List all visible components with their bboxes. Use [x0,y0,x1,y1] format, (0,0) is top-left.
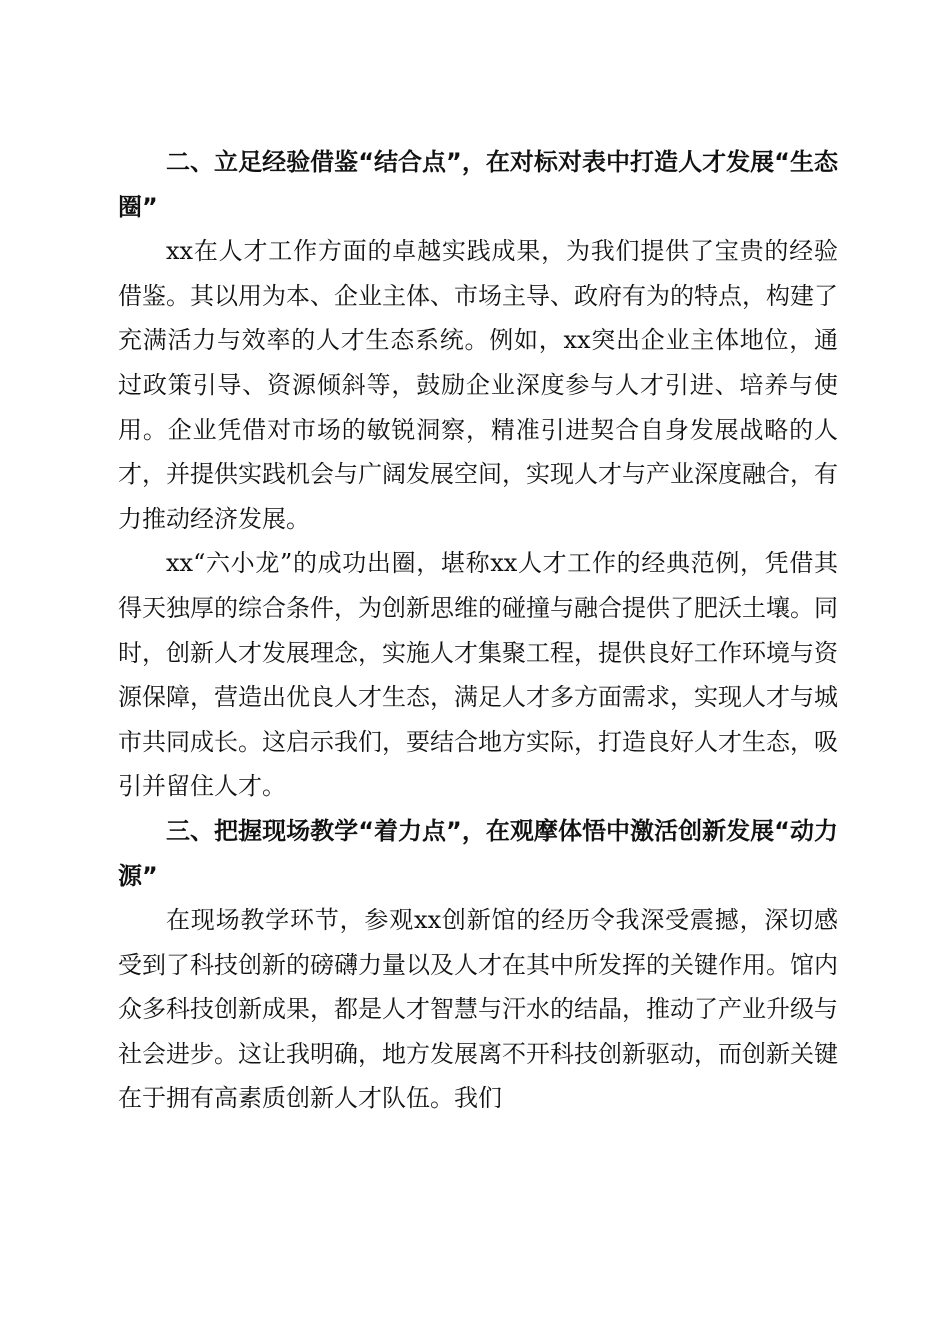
document-body [118,140,838,1121]
section-three-paragraph-1: 在现场教学环节，参观xx创新馆的经历令我深受震撼，深切感受到了科技创新的磅礴力量以及人才在其中所发挥的关键作用。馆内众多科技创新成果，都是人才智慧与汗水的结晶，推动了产业升级与社会进步。这让我明确，地方发展离不开科技创新驱动，而创新关键在于拥有高素质创新人才队伍。我们 [118,906,838,1113]
section-two-paragraph-1: xx在人才工作方面的卓越实践成果，为我们提供了宝贵的经验借鉴。其以用为本、企业主体、市场主导、政府有为的特点，构建了充满活力与效率的人才生态系统。例如，xx突出企业主体地位，通过政策引导、资源倾斜等，鼓励企业深度参与人才引进、培养与使用。企业凭借对市场的敏锐洞察，精准引进契合自身发展战略的人才，并提供实践机会与广阔发展空间，实现人才与产业深度融合，有力推动经济发展。 [118,237,838,533]
section-two-heading: 二、立足经验借鉴“结合点”，在对标对表中打造人才发展“生态圈” [118,148,838,221]
section-two-paragraph-2: xx“六小龙”的成功出圈，堪称xx人才工作的经典范例，凭借其得天独厚的综合条件，为创新思维的碰撞与融合提供了肥沃土壤。同时，创新人才发展理念，实施人才集聚工程，提供良好工作环境与资源保障，营造出优良人才生态，满足人才多方面需求，实现人才与城市共同成长。这启示我们，要结合地方实际，打造良好人才生态，吸引并留住人才。 [118,549,838,801]
section-three-heading: 三、把握现场教学“着力点”，在观摩体悟中激活创新发展“动力源” [118,816,838,890]
